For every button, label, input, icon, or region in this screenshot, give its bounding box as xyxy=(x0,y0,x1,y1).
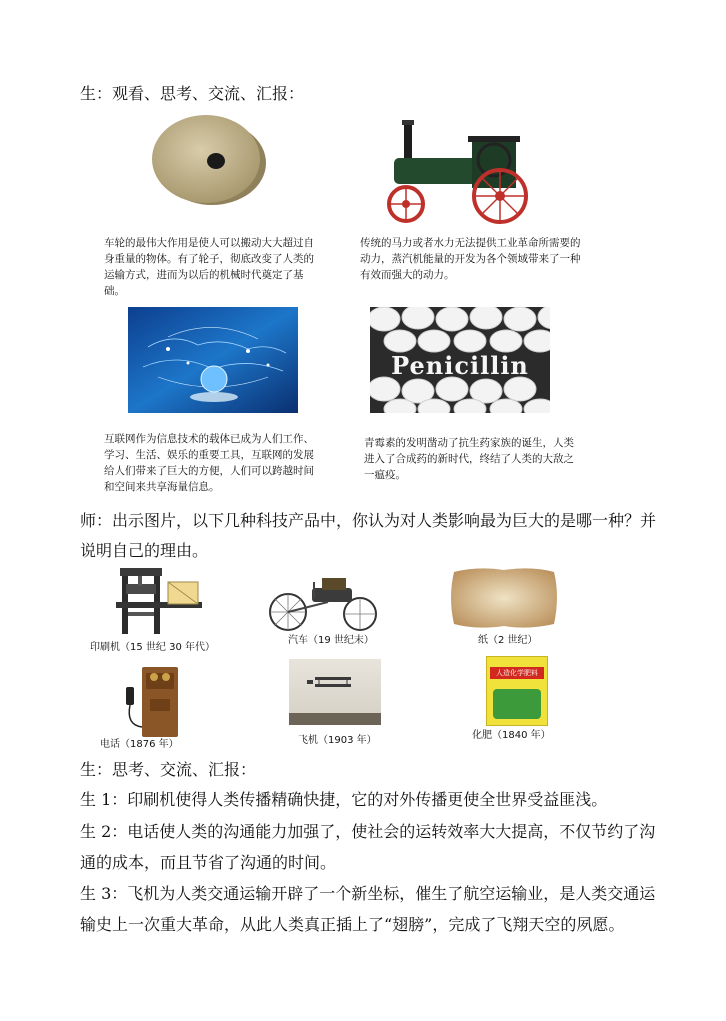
product-label-fertilizer: 化肥（1840 年） xyxy=(472,730,551,741)
penicillin-word: Penicillin xyxy=(391,351,529,380)
product-label-car: 汽车（19 世纪末） xyxy=(288,635,374,646)
teacher-question-line1: 师：出示图片，以下几种科技产品中，你认为对人类影响最为巨大的是哪一种？并 xyxy=(80,511,657,530)
car-icon xyxy=(268,572,388,634)
student-report-2-line1: 生 2：电话使人类的沟通能力加强了，使社会的运转效率大大提高，不仅节约了沟 xyxy=(80,822,656,841)
teacher-question-line2: 说明自己的理由。 xyxy=(80,541,209,560)
card-caption-penicillin: 青霉素的发明凿动了抗生药家族的诞生，人类进入了合成药的新时代，终结了人类的大敌之一瘟疫。 xyxy=(364,437,574,481)
steam-engine-image xyxy=(376,120,542,224)
product-label-phone: 电话（1876 年） xyxy=(100,739,179,750)
fertilizer-bag-icon xyxy=(486,656,548,726)
student-report-3-line1: 生 3：飞机为人类交通运输开辟了一个新坐标，催生了航空运输业，是人类交通运 xyxy=(80,884,656,903)
card-caption-steam: 传统的马力或者水力无法提供工业革命所需要的动力，蒸汽机能量的开发为各个领域带来了一种有效而强大的动力。 xyxy=(360,237,581,281)
student-report-header: 生：思考、交流、汇报： xyxy=(80,760,257,779)
stone-wheel-image xyxy=(146,109,268,209)
intro-line: 生：观看、思考、交流、汇报： xyxy=(80,84,305,103)
internet-globe-image xyxy=(128,307,298,413)
fertilizer-bag-label: 人造化学肥料 xyxy=(490,667,544,679)
card-caption-wheel: 车轮的最伟大作用是使人可以搬动大大超过自身重量的物体。有了轮子，彻底改变了人类的运输方式，进而为以后的机械时代奠定了基础。 xyxy=(104,237,314,297)
paper-icon xyxy=(448,566,560,630)
airplane-icon xyxy=(289,659,381,725)
product-label-plane: 飞机（1903 年） xyxy=(298,735,377,746)
student-report-1: 生 1：印刷机使得人类传播精确快捷，它的对外传播更使全世界受益匪浅。 xyxy=(80,790,608,809)
penicillin-image xyxy=(370,307,550,413)
card-caption-internet: 互联网作为信息技术的载体已成为人们工作、学习、生活、娱乐的重要工具，互联网的发展给人们带来了巨大的方便，人们可以跨越时间和空间来共享海量信息。 xyxy=(104,433,314,493)
student-report-2-line2: 通的成本，而且节省了沟通的时间。 xyxy=(80,853,337,872)
telephone-icon xyxy=(122,665,184,739)
product-label-paper: 纸（2 世纪） xyxy=(478,635,538,646)
product-label-press: 印刷机（15 世纪 30 年代） xyxy=(90,642,215,653)
printing-press-icon xyxy=(108,568,208,636)
student-report-3-line2: 输史上一次重大革命，从此人类真正插上了“翅膀”，完成了飞翔天空的夙愿。 xyxy=(80,915,625,934)
